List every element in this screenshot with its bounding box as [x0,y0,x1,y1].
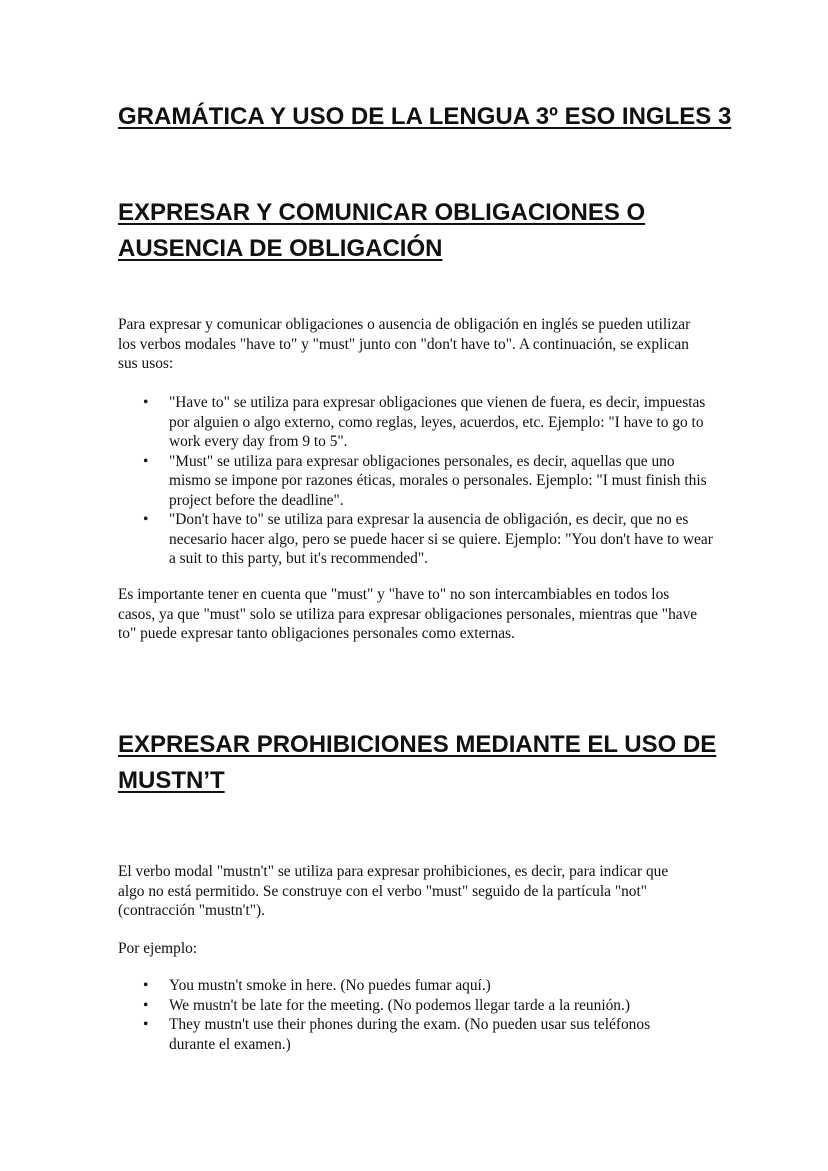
list-item-text: They mustn't use their phones during the exam. (No pueden usar sus teléfonos durante el examen.) [169,1016,651,1053]
list-item [118,976,698,996]
bullet-icon: • [143,511,149,528]
section-heading-obligations: EXPRESAR Y COMUNICAR OBLIGACIONES O AUSENCIA DE OBLIGACIÓN [118,199,646,262]
bullet-icon: • [143,1016,149,1033]
examples-label: Por ejemplo: [118,940,198,957]
prohibitions-intro-paragraph: El verbo modal "mustn't" se utiliza para expresar prohibiciones, es decir, para indicar que algo no está permitido. Se construye con el verbo "must" seguido de la partícula "not" (contracción "mustn't"). [118,863,669,919]
list-item [118,452,718,511]
list-item-text: "Have to" se utiliza para expresar obligaciones que vienen de fuera, es decir, impuestas por alguien o algo externo, como reglas, leyes, acuerdos, etc. Ejemplo: "I have to go to work every day from 9 to 5". [169,394,706,450]
bullet-icon: • [143,996,149,1014]
bullet-icon: • [143,977,149,994]
list-item [118,393,718,452]
bullet-icon: • [143,394,149,411]
prohibitions-example-list [118,976,698,1054]
list-item-text: "Must" se utiliza para expresar obligaciones personales, es decir, aquellas que uno mismo se impone por razones éticas, morales o personales. Ejemplo: "I must finish this project before the deadline". [169,452,707,509]
obligations-intro-paragraph: Para expresar y comunicar obligaciones o ausencia de obligación en inglés se pueden utilizar los verbos modales "have to" y "must" junto con "don't have to". A continuación, se explican sus usos: [118,316,691,372]
obligations-note-paragraph: Es importante tener en cuenta que "must" y "have to" no son intercambiables en todos los casos, ya que "must" solo se utiliza para expresar obligaciones personales, mientras que "have to" puede expresar tanto obligaciones personales como externas. [118,586,698,642]
list-item [118,996,698,1016]
list-item-text: We mustn't be late for the meeting. (No podemos llegar tarde a la reunión.) [169,996,630,1014]
list-item [118,1015,698,1054]
document-title: GRAMÁTICA Y USO DE LA LENGUA 3º ESO INGLES 3 [118,103,732,130]
list-item-text: You mustn't smoke in here. (No puedes fumar aquí.) [169,977,491,994]
obligations-bullet-list [118,393,718,569]
list-item [118,510,718,569]
bullet-icon: • [143,452,149,470]
section-heading-prohibitions: EXPRESAR PROHIBICIONES MEDIANTE EL USO DE MUSTN’T [118,731,717,794]
list-item-text: "Don't have to" se utiliza para expresar la ausencia de obligación, es decir, que no es necesario hacer algo, pero se puede hacer si se quiere. Ejemplo: "You don't have to wear a suit to this party, but it's recommended". [169,511,713,567]
